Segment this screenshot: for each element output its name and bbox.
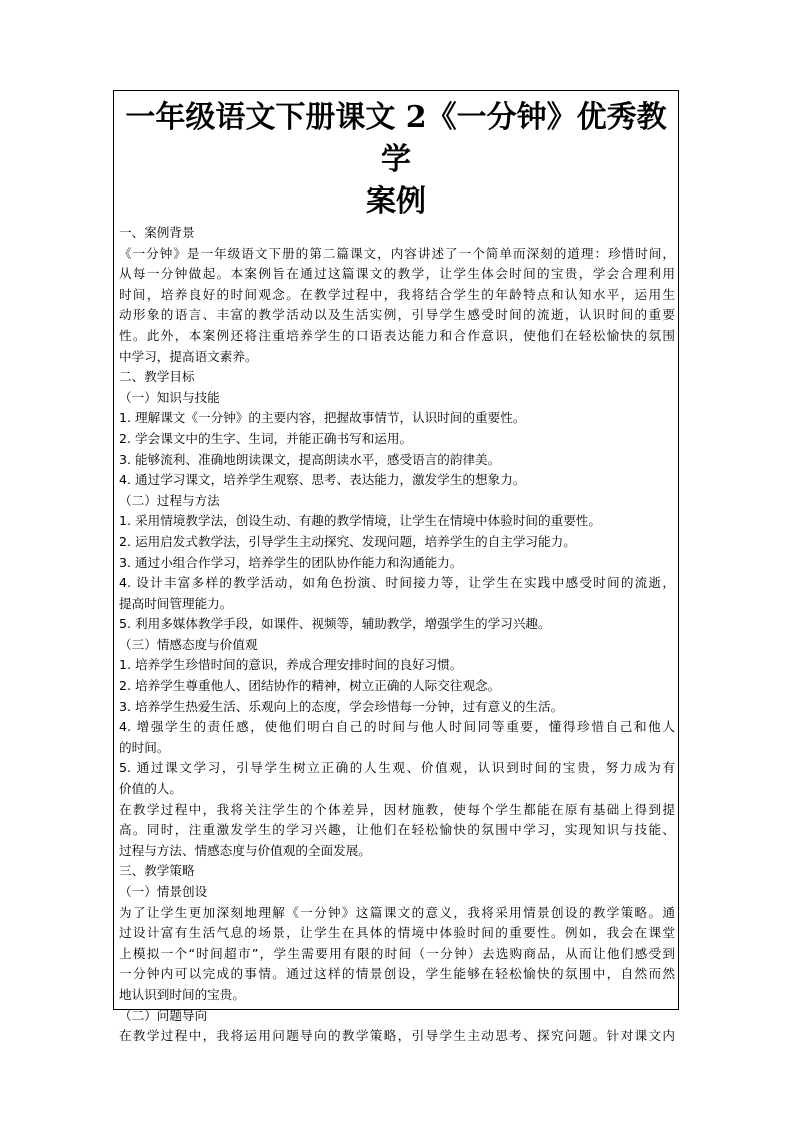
text-line: 提高时间管理能力。 [119, 595, 233, 611]
text-line: 时间，培养良好的时间观念。在教学过程中，我将结合学生的年龄特点和认知水平，运用生 [119, 286, 675, 302]
text-line: 1. 采用情境教学法，创设生动、有趣的教学情境，让学生在情境中体验时间的重要性。 [119, 513, 601, 529]
text-line: 3. 培养学生热爱生活、乐观向上的态度，学会珍惜每一分钟，过有意义的生活。 [119, 698, 564, 714]
text-line: 5. 通过课文学习，引导学生树立正确的人生观、价值观，认识到时间的宝贵，努力成为有 [119, 760, 675, 776]
section-heading: 二、教学目标 [119, 369, 195, 385]
text-line: 从每一分钟做起。本案例旨在通过这篇课文的教学，让学生体会时间的宝贵，学会合理利用 [119, 266, 675, 282]
text-line: 1. 理解课文《一分钟》的主要内容，把握故事情节，认识时间的重要性。 [119, 410, 526, 426]
text-line: 在教学过程中，我将运用问题导向的教学策略，引导学生主动思考、探究问题。针对课文内 [119, 1028, 675, 1044]
section-heading: （三）情感态度与价值观 [119, 636, 258, 652]
text-line: 上模拟一个“时间超市”，学生需要用有限的时间（一分钟）去选购商品，从而让他们感受到 [119, 945, 675, 961]
text-line: 一分钟内可以完成的事情。通过这样的情景创设，学生能够在轻松愉快的氛围中，自然而然 [119, 966, 675, 982]
text-line: 3. 能够流利、准确地朗读课文，提高朗读水平，感受语言的韵律美。 [119, 451, 501, 467]
document-frame [113, 90, 679, 1044]
title-line-2: 案例 [366, 184, 426, 219]
text-line: 3. 通过小组合作学习，培养学生的团队协作能力和沟通能力。 [119, 554, 463, 570]
text-line: 价值的人。 [119, 781, 182, 797]
text-line: 中学习，提高语文素养。 [119, 348, 258, 364]
document-body [114, 223, 678, 1047]
text-line: 2. 运用启发式教学法，引导学生主动探究、发现问题，培养学生的自主学习能力。 [119, 533, 576, 549]
text-line: 2. 培养学生尊重他人、团结协作的精神，树立正确的人际交往观念。 [119, 678, 501, 694]
title-line-1: 一年级语文下册课文 2《一分钟》优秀教学 [125, 100, 667, 177]
text-line: 4. 通过学习课文，培养学生观察、思考、表达能力，激发学生的想象力。 [119, 472, 526, 488]
text-line: 为了让学生更加深刻地理解《一分钟》这篇课文的意义，我将采用情景创设的教学策略。通 [119, 904, 675, 920]
text-line: 2. 学会课文中的生字、生词，并能正确书写和运用。 [119, 430, 413, 446]
text-line: 4. 增强学生的责任感，使他们明白自己的时间与他人时间同等重要，懂得珍惜自己和他人 [119, 719, 675, 735]
document-title [114, 91, 678, 223]
text-line: 过程与方法、情感态度与价值观的全面发展。 [119, 842, 371, 858]
text-line: 5. 利用多媒体教学手段，如课件、视频等，辅助教学，增强学生的学习兴趣。 [119, 616, 551, 632]
text-line: 动形象的语言、丰富的教学活动以及生活实例，引导学生感受时间的流逝，认识时间的重要 [119, 307, 675, 323]
text-line: 的时间。 [119, 739, 170, 755]
section-heading: （二）过程与方法 [119, 492, 220, 508]
text-line: 《一分钟》是一年级语文下册的第二篇课文，内容讲述了一个简单而深刻的道理：珍惜时间， [119, 245, 675, 261]
text-line: 在教学过程中，我将关注学生的个体差异，因材施教，使每个学生都能在原有基础上得到提 [119, 801, 675, 817]
section-heading: 一、案例背景 [119, 225, 195, 240]
text-line: 过设计富有生活气息的场景，让学生在具体的情境中体验时间的重要性。例如，我会在课堂 [119, 925, 675, 941]
section-heading: （一）知识与技能 [119, 389, 220, 405]
text-line: 4. 设计丰富多样的教学活动，如角色扮演、时间接力等，让学生在实践中感受时间的流逝， [119, 575, 675, 591]
section-heading: 三、教学策略 [119, 863, 195, 879]
section-heading: （二）问题导向 [119, 1007, 208, 1023]
text-line: 地认识到时间的宝贵。 [119, 986, 245, 1002]
text-line: 性。此外，本案例还将注重培养学生的口语表达能力和合作意识，使他们在轻松愉快的氛围 [119, 327, 675, 343]
text-line: 高。同时，注重激发学生的学习兴趣，让他们在轻松愉快的氛围中学习，实现知识与技能、 [119, 822, 675, 838]
section-heading: （一）情景创设 [119, 884, 208, 899]
text-line: 1. 培养学生珍惜时间的意识，养成合理安排时间的良好习惯。 [119, 657, 463, 673]
